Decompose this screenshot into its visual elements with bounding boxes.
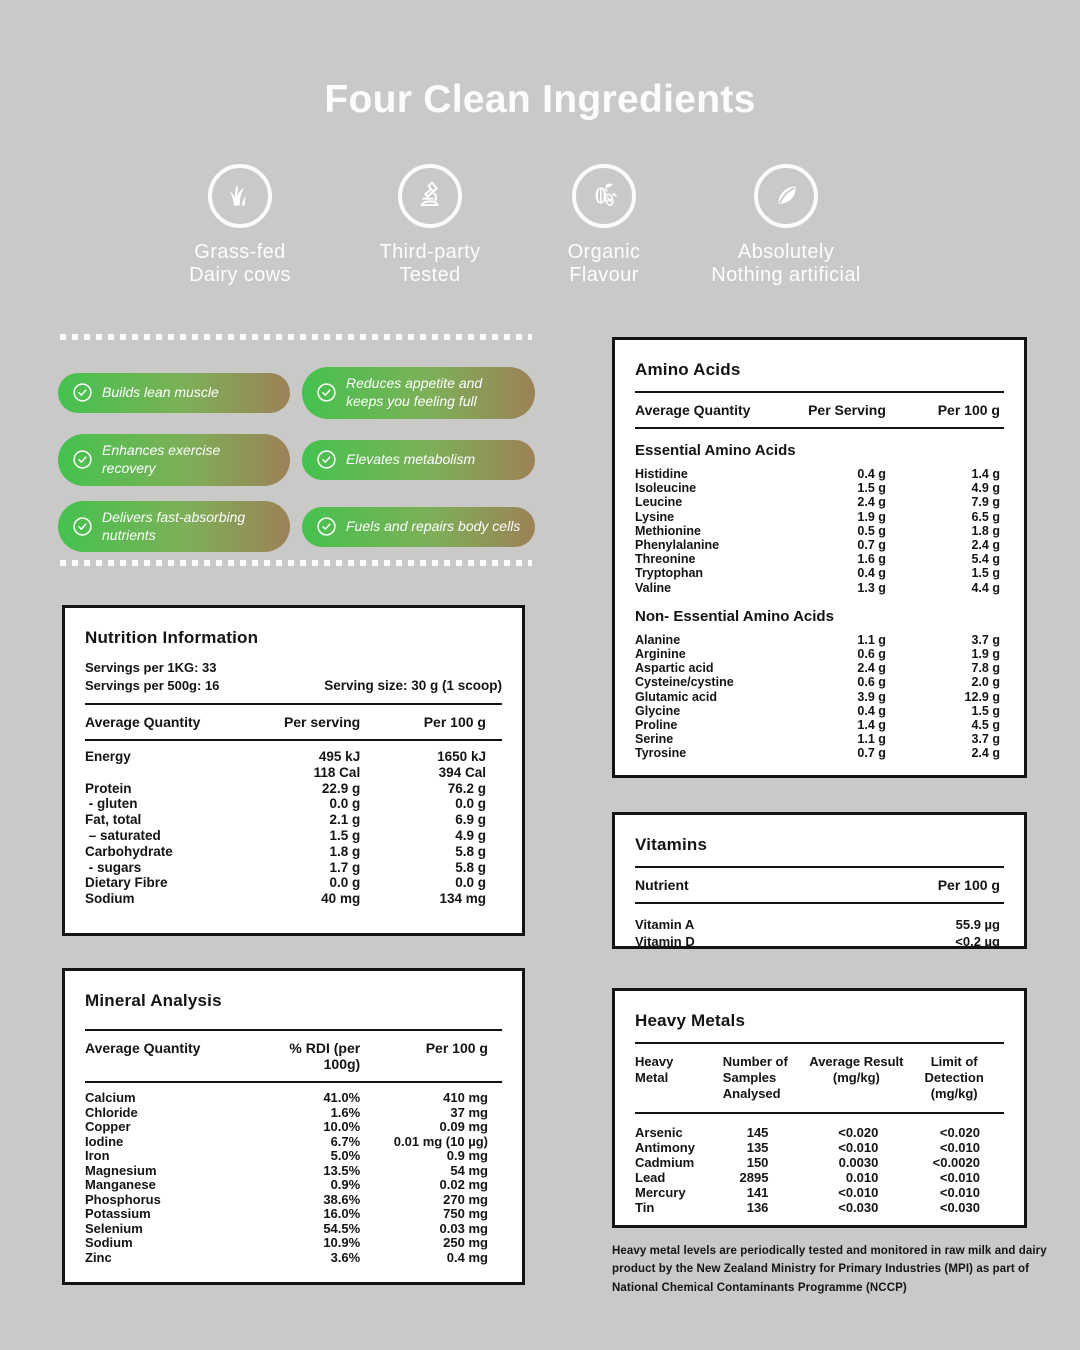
table-cell: 54.5% [323, 1220, 361, 1236]
table-cell: 495 kJ [318, 749, 361, 764]
column-header: Per 100 g [937, 877, 1000, 893]
table-header [635, 1044, 1004, 1112]
feature-label-line: Organic [567, 241, 641, 263]
table-row [635, 481, 1004, 495]
table-cell: 1650 kJ [437, 749, 486, 764]
table-cell: 7.8 g [971, 661, 1000, 676]
table-cell: 270 mg [443, 1191, 488, 1207]
table-cell: 141 [746, 1185, 769, 1200]
table-cell: Dietary Fibre [85, 875, 168, 891]
table-cell: 0.4 g [857, 467, 886, 481]
column-header: Per 100 g [423, 714, 486, 730]
table-cell: 0.03 mg [439, 1220, 488, 1236]
table-cell: 1.8 g [329, 843, 361, 859]
table-cell: <0.010 [838, 1140, 879, 1155]
column-header: Per 100 g [425, 1040, 488, 1056]
section-title-non-essential: Non- Essential Amino Acids [635, 607, 834, 625]
column-header: Per Serving [808, 402, 886, 418]
table-cell: 0.5 g [857, 523, 886, 538]
table-cell: Iron [85, 1148, 110, 1163]
table-cell: <0.020 [838, 1125, 879, 1140]
table-cell: Calcium [85, 1090, 136, 1105]
table-cell: <0.030 [939, 1200, 980, 1215]
cacao-pods-icon [572, 164, 636, 228]
table-cell: 12.9 g [964, 689, 1000, 704]
benefit-text: Enhances exercise recovery [102, 441, 221, 476]
table-cell: 0.09 mg [439, 1119, 488, 1134]
table-row [635, 690, 1004, 704]
table-cell: Energy [85, 749, 131, 764]
table-cell: <0.030 [838, 1200, 879, 1215]
table-cell: 135 [746, 1140, 769, 1155]
table-cell: 410 mg [443, 1090, 488, 1105]
table-cell: 1.4 g [857, 718, 886, 733]
table-cell: Isoleucine [635, 481, 697, 496]
table-cell: 1.5 g [971, 703, 1000, 718]
table-cell: 1.5 g [971, 566, 1000, 581]
column-header: Limit of Detection (mg/kg) [924, 1054, 984, 1101]
benefit-pill [58, 501, 290, 553]
table-cell: 0.4 g [857, 566, 886, 581]
table-row [85, 749, 502, 765]
table-cell: Chloride [85, 1104, 138, 1120]
table-cell: 2895 [739, 1170, 769, 1185]
nutrition-information-panel [62, 605, 525, 936]
table-cell: Lead [635, 1170, 666, 1185]
table-row [635, 1200, 1004, 1215]
table-row [85, 828, 502, 844]
table-cell: Cysteine/cystine [635, 675, 734, 690]
table-row [635, 1140, 1004, 1155]
page-title: Four Clean Ingredients [324, 78, 756, 121]
table-cell: 750 mg [443, 1206, 488, 1221]
table-row [85, 1106, 502, 1121]
table-header [85, 705, 502, 739]
table-cell: 38.6% [323, 1191, 361, 1207]
table-cell: Leucine [635, 495, 683, 510]
table-cell: 4.9 g [971, 481, 1000, 496]
table-cell: Valine [635, 580, 672, 595]
table-cell: 0.0 g [455, 796, 486, 812]
check-circle-icon [316, 382, 337, 403]
table-cell: 2.4 g [971, 746, 1000, 761]
table-cell: 1.9 g [857, 509, 886, 524]
dotted-divider-bottom [60, 560, 532, 566]
table-cell: Glycine [635, 703, 681, 718]
benefit-pill [58, 434, 290, 486]
table-cell: Methionine [635, 523, 701, 538]
table-cell: 1.1 g [857, 732, 886, 747]
feature-label [676, 241, 896, 287]
table-cell: 3.7 g [971, 732, 1000, 747]
table-cell: 3.6% [330, 1249, 361, 1265]
column-header: Per serving [283, 714, 361, 730]
table-cell: Aspartic acid [635, 661, 714, 676]
column-header: Average Quantity [635, 402, 751, 418]
table-cell: 0.02 mg [439, 1177, 488, 1192]
table-row [635, 661, 1004, 675]
table-cell: 3.7 g [971, 632, 1000, 647]
feature-label-line: Dairy cows [189, 264, 291, 286]
non-essential-amino-acids-table [635, 633, 1004, 761]
table-cell: Mercury [635, 1185, 686, 1200]
table-cell: Arsenic [635, 1125, 683, 1140]
table-cell: 1.5 g [329, 827, 361, 843]
table-cell: 0.0 g [455, 875, 486, 891]
table-row [635, 510, 1004, 524]
table-cell: 1.6 g [857, 552, 886, 567]
table-cell: Phenylalanine [635, 538, 720, 553]
table-row [85, 1178, 502, 1193]
table-cell: 0.0030 [838, 1155, 879, 1170]
table-row [635, 495, 1004, 509]
amino-acids-panel [612, 337, 1027, 778]
table-cell: 5.8 g [455, 843, 486, 859]
table-row [635, 647, 1004, 661]
table-cell [85, 765, 252, 781]
table-cell: 1.7 g [329, 859, 361, 875]
table-cell: 0.9 mg [446, 1148, 488, 1163]
table-cell: <0.2 µg [955, 934, 1000, 949]
table-cell: Potassium [85, 1206, 151, 1221]
table-row [635, 704, 1004, 718]
benefit-text: Builds lean muscle [102, 383, 219, 400]
table-cell: Proline [635, 718, 678, 733]
table-cell: 6.7% [330, 1133, 361, 1149]
table-cell: 13.5% [323, 1162, 361, 1178]
panel-title: Nutrition Information [85, 628, 259, 647]
table-row [85, 796, 502, 812]
table-row [635, 524, 1004, 538]
table-row [635, 1125, 1004, 1140]
table-cell: 0.9% [330, 1177, 361, 1192]
feature-label-line: Third-party [379, 241, 481, 263]
divider [635, 427, 1004, 429]
feature-label-line: Tested [399, 264, 461, 286]
table-cell: 118 Cal [313, 764, 361, 780]
table-cell: <0.010 [939, 1170, 980, 1185]
benefit-pill [58, 373, 290, 413]
table-row [85, 1149, 502, 1164]
benefit-text: Reduces appetite and keeps you feeling full [346, 375, 483, 409]
section-title-essential: Essential Amino Acids [635, 442, 796, 459]
table-cell: Phosphorus [85, 1191, 161, 1207]
table-cell: 2.4 g [857, 495, 886, 510]
table-cell: 134 mg [439, 891, 486, 907]
essential-amino-acids-table [635, 467, 1004, 595]
check-circle-icon [316, 516, 337, 537]
benefits-list [58, 367, 535, 552]
table-cell: <0.010 [939, 1140, 980, 1155]
benefit-text: Fuels and repairs body cells [346, 517, 521, 534]
table-row [635, 467, 1004, 481]
table-row [85, 781, 502, 797]
table-cell: 55.9 µg [955, 917, 1000, 932]
table-cell: 4.9 g [455, 827, 486, 843]
table-row [635, 1170, 1004, 1185]
column-header: Heavy Metal [635, 1054, 674, 1085]
table-cell: 0.6 g [857, 675, 886, 690]
table-cell: 0.010 [845, 1170, 879, 1185]
table-row [635, 1155, 1004, 1170]
table-header [635, 393, 1004, 427]
table-cell: Protein [85, 780, 132, 796]
mineral-analysis-panel [62, 968, 525, 1285]
table-cell: 1.5 g [857, 481, 886, 496]
column-header: Number of Samples Analysed [722, 1054, 788, 1101]
heavy-metals-panel [612, 988, 1027, 1228]
vitamins-panel [612, 812, 1027, 949]
table-cell: - gluten [85, 796, 138, 812]
table-cell: 22.9 g [321, 780, 361, 796]
feature-label-line: Nothing artificial [711, 264, 861, 286]
table-row [85, 1222, 502, 1237]
table-cell: <0.010 [838, 1185, 879, 1200]
leaf-icon [754, 164, 818, 228]
table-row [635, 746, 1004, 760]
table-cell: Arginine [635, 647, 686, 662]
serving-size: Serving size: 30 g (1 scoop) [324, 678, 502, 693]
check-circle-icon [72, 382, 93, 403]
check-circle-icon [316, 449, 337, 470]
table-cell: 16.0% [323, 1206, 361, 1221]
table-cell: Manganese [85, 1177, 156, 1192]
table-cell: 0.7 g [857, 746, 886, 761]
table-cell: Cadmium [635, 1155, 695, 1170]
table-cell: Magnesium [85, 1162, 157, 1178]
feature-label-line: Grass-fed [194, 241, 286, 263]
table-cell: <0.020 [939, 1125, 980, 1140]
nutrition-table [85, 749, 502, 907]
divider [85, 739, 502, 741]
column-header: Nutrient [635, 877, 689, 893]
table-cell: Alanine [635, 632, 681, 647]
table-header [635, 868, 1004, 902]
table-cell: 6.5 g [971, 509, 1000, 524]
table-cell: 136 [746, 1200, 769, 1215]
table-cell: Iodine [85, 1133, 124, 1149]
dotted-divider-top [60, 334, 532, 340]
table-cell: 2.4 g [857, 661, 886, 676]
table-cell: 10.9% [323, 1235, 361, 1250]
table-cell: 0.01 mg (10 µg) [393, 1133, 488, 1149]
table-cell: Vitamin A [635, 917, 695, 932]
table-row [85, 1251, 502, 1266]
table-row [85, 1135, 502, 1150]
table-row [635, 933, 1004, 950]
table-row [635, 633, 1004, 647]
table-row [635, 675, 1004, 689]
table-cell: Carbohydrate [85, 843, 173, 859]
panel-title: Mineral Analysis [85, 991, 222, 1010]
table-cell: 1.1 g [857, 632, 886, 647]
table-cell: 1.6% [330, 1104, 361, 1120]
heavy-metals-footnote: Heavy metal levels are periodically tested and monitored in raw milk and dairy product by the New Zealand Ministry for Primary Industries (MPI) as part of National Chemical Contaminants Programme (NCCP) [612, 1245, 1047, 1294]
table-row [85, 1207, 502, 1222]
table-row [635, 566, 1004, 580]
servings-info [85, 659, 502, 695]
table-cell: <0.010 [939, 1185, 980, 1200]
table-cell: Copper [85, 1119, 131, 1134]
column-header: Average Quantity [85, 714, 201, 730]
divider [635, 1112, 1004, 1114]
table-cell: <0.0020 [932, 1155, 980, 1170]
table-cell: 5.0% [330, 1148, 361, 1163]
table-cell: Fat, total [85, 812, 142, 828]
table-cell: Zinc [85, 1249, 112, 1265]
table-cell: 1.3 g [857, 580, 886, 595]
table-row [85, 765, 502, 781]
table-row [85, 812, 502, 828]
vitamins-table [635, 916, 1004, 950]
table-cell: 6.9 g [455, 812, 486, 828]
table-cell: 1.9 g [971, 647, 1000, 662]
table-cell: 5.8 g [455, 859, 486, 875]
table-row [635, 581, 1004, 595]
table-cell: 2.0 g [971, 675, 1000, 690]
table-cell: Threonine [635, 552, 696, 567]
feature-label-line: Absolutely [737, 241, 835, 263]
table-cell: Histidine [635, 467, 688, 481]
table-cell: 0.7 g [857, 538, 886, 553]
table-cell: Lysine [635, 509, 675, 524]
feature-nothing-artificial [676, 164, 896, 287]
table-cell: 250 mg [443, 1235, 488, 1250]
feature-label-line: Flavour [569, 264, 639, 286]
heavy-metals-table [635, 1125, 1004, 1215]
table-cell: 150 [746, 1155, 769, 1170]
column-header: Per 100 g [937, 402, 1000, 418]
table-row [635, 1185, 1004, 1200]
table-cell: Antimony [635, 1140, 695, 1155]
table-cell: Tin [635, 1200, 655, 1215]
table-cell: – saturated [85, 827, 161, 843]
table-row [635, 538, 1004, 552]
table-cell: 1.8 g [971, 523, 1000, 538]
microscope-icon [398, 164, 462, 228]
table-row [85, 875, 502, 891]
benefit-pill [302, 507, 535, 547]
table-row [635, 718, 1004, 732]
table-cell: 40 mg [321, 891, 361, 907]
table-cell: 0.0 g [329, 796, 361, 812]
feature-label [130, 241, 350, 287]
table-cell: - sugars [85, 859, 142, 875]
table-cell: Sodium [85, 891, 135, 907]
table-cell: Sodium [85, 1235, 133, 1250]
table-cell: 2.4 g [971, 538, 1000, 553]
table-cell: Vitamin D [635, 934, 695, 949]
table-cell: 37 mg [450, 1104, 488, 1120]
table-cell: 0.4 mg [446, 1249, 488, 1265]
table-row [85, 1236, 502, 1251]
benefit-pill [302, 440, 535, 480]
table-cell: 394 Cal [438, 764, 486, 780]
panel-title: Heavy Metals [635, 1011, 746, 1030]
column-header: Average Result (mg/kg) [809, 1054, 904, 1085]
panel-title: Amino Acids [635, 360, 741, 379]
grass-icon [208, 164, 272, 228]
table-cell: Tryptophan [635, 566, 704, 581]
table-cell: 145 [746, 1125, 769, 1140]
check-circle-icon [72, 449, 93, 470]
servings-per-1kg: Servings per 1KG: 33 [85, 660, 217, 675]
table-cell: 10.0% [323, 1119, 361, 1134]
table-row [85, 1164, 502, 1179]
table-cell: 0.0 g [329, 875, 361, 891]
table-row [635, 732, 1004, 746]
table-cell: Selenium [85, 1220, 143, 1236]
table-cell: 7.9 g [971, 495, 1000, 510]
table-row [85, 1193, 502, 1208]
table-header [85, 1031, 502, 1081]
minerals-table [85, 1091, 502, 1265]
table-cell: 4.4 g [971, 580, 1000, 595]
table-row [85, 844, 502, 860]
table-cell: 41.0% [323, 1090, 361, 1105]
benefit-text: Delivers fast-absorbing nutrients [102, 508, 246, 543]
table-cell: 3.9 g [857, 689, 886, 704]
table-cell: 0.6 g [857, 647, 886, 662]
table-cell: 2.1 g [329, 812, 361, 828]
benefit-text: Elevates metabolism [346, 450, 476, 467]
table-cell: Glutamic acid [635, 689, 717, 704]
table-cell: 5.4 g [971, 552, 1000, 567]
table-row [85, 1091, 502, 1106]
table-cell: 0.4 g [857, 703, 886, 718]
benefit-pill [302, 367, 535, 419]
table-row [635, 552, 1004, 566]
table-cell: 76.2 g [447, 780, 486, 796]
table-row [85, 1120, 502, 1135]
table-row [85, 860, 502, 876]
table-row [635, 916, 1004, 933]
table-cell: 1.4 g [971, 467, 1000, 481]
column-header: % RDI (per 100g) [289, 1040, 361, 1072]
feature-grass-fed [130, 164, 350, 287]
table-cell: Tyrosine [635, 746, 687, 761]
divider [85, 1081, 502, 1083]
divider [635, 902, 1004, 904]
table-cell: Serine [635, 732, 674, 747]
servings-per-500g: Servings per 500g: 16 [85, 678, 220, 693]
panel-title: Vitamins [635, 835, 708, 854]
table-cell: 54 mg [450, 1162, 488, 1178]
table-cell: 4.5 g [971, 718, 1000, 733]
table-row [85, 891, 502, 907]
column-header: Average Quantity [85, 1040, 201, 1056]
check-circle-icon [72, 516, 93, 537]
